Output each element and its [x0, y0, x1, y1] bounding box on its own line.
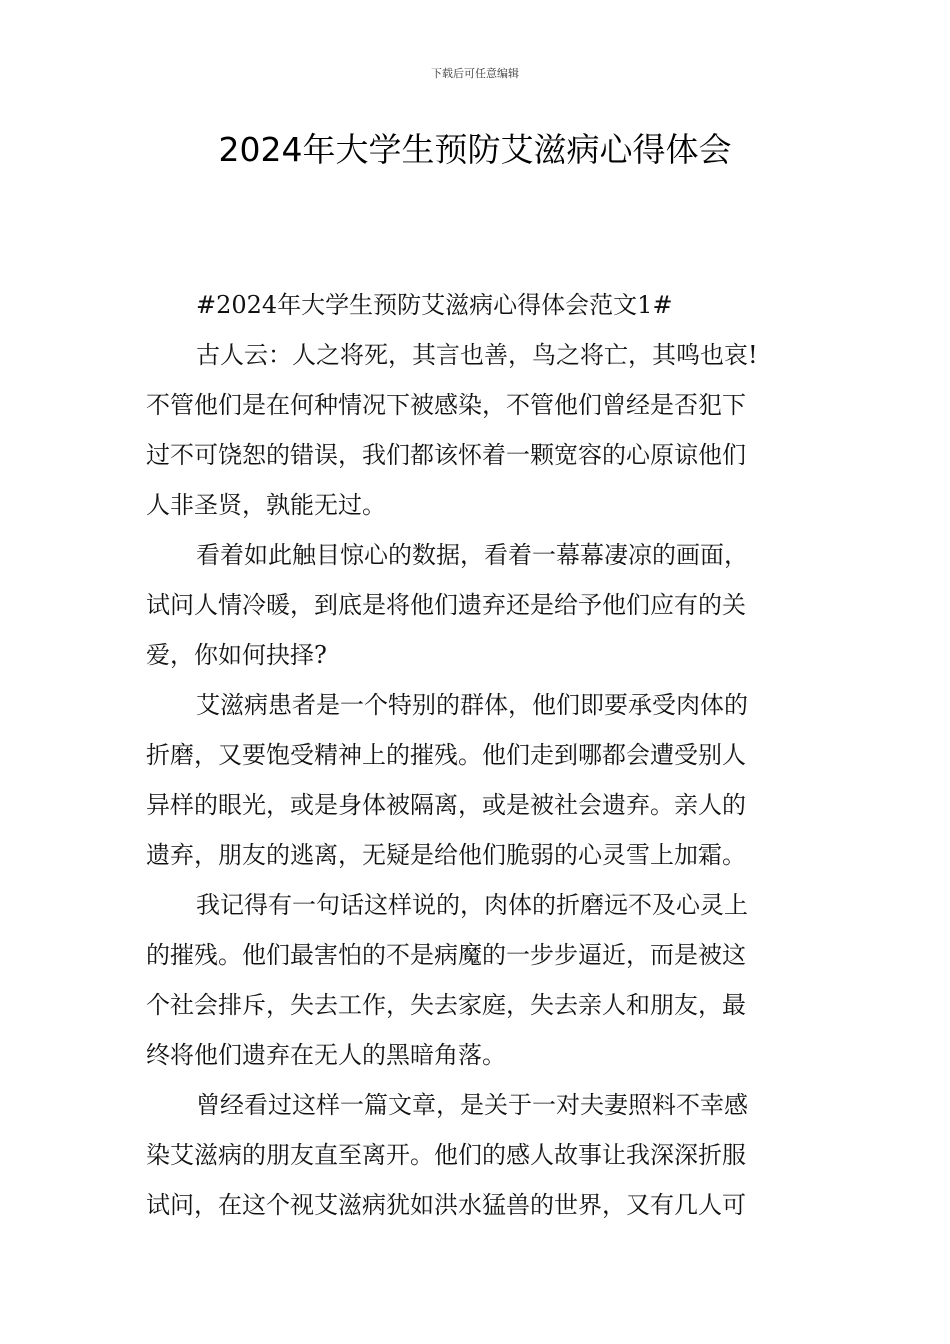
text-line: 人非圣贤，孰能无过。	[146, 491, 386, 519]
text-line: 艾滋病患者是一个特别的群体，他们即要承受肉体的	[196, 691, 748, 719]
document-body	[146, 280, 806, 1230]
text-line: 试问人情冷暖，到底是将他们遗弃还是给予他们应有的关	[146, 591, 746, 619]
text-line: 试问，在这个视艾滋病犹如洪水猛兽的世界，又有几人可	[146, 1191, 746, 1219]
text-line: 的摧残。他们最害怕的不是病魔的一步步逼近，而是被这	[146, 941, 746, 969]
text-line: 不管他们是在何种情况下被感染，不管他们曾经是否犯下	[146, 391, 746, 419]
text-line: 我记得有一句话这样说的，肉体的折磨远不及心灵上	[196, 891, 748, 919]
text-line: 看着如此触目惊心的数据，看着一幕幕凄凉的画面，	[196, 541, 748, 569]
text-line: 个社会排斥，失去工作，失去家庭，失去亲人和朋友，最	[146, 991, 746, 1019]
text-line: 爱，你如何抉择?	[146, 641, 327, 669]
text-line: 异样的眼光，或是身体被隔离，或是被社会遗弃。亲人的	[146, 791, 746, 819]
text-line: 遗弃，朋友的逃离，无疑是给他们脆弱的心灵雪上加霜。	[146, 841, 746, 869]
text-line: 折磨，又要饱受精神上的摧残。他们走到哪都会遭受别人	[146, 741, 746, 769]
header-note: 下载后可任意编辑	[431, 67, 519, 80]
document-title: 2024年大学生预防艾滋病心得体会	[218, 130, 732, 169]
text-line: 终将他们遗弃在无人的黑暗角落。	[146, 1041, 506, 1069]
text-line: 染艾滋病的朋友直至离开。他们的感人故事让我深深折服	[146, 1141, 746, 1169]
text-line: 曾经看过这样一篇文章，是关于一对夫妻照料不幸感	[196, 1091, 748, 1119]
text-line: 过不可饶恕的错误，我们都该怀着一颗宽容的心原谅他们	[146, 441, 746, 469]
text-line: #2024年大学生预防艾滋病心得体会范文1#	[196, 291, 673, 319]
text-line: 古人云：人之将死，其言也善，鸟之将亡，其鸣也哀!	[196, 341, 758, 369]
